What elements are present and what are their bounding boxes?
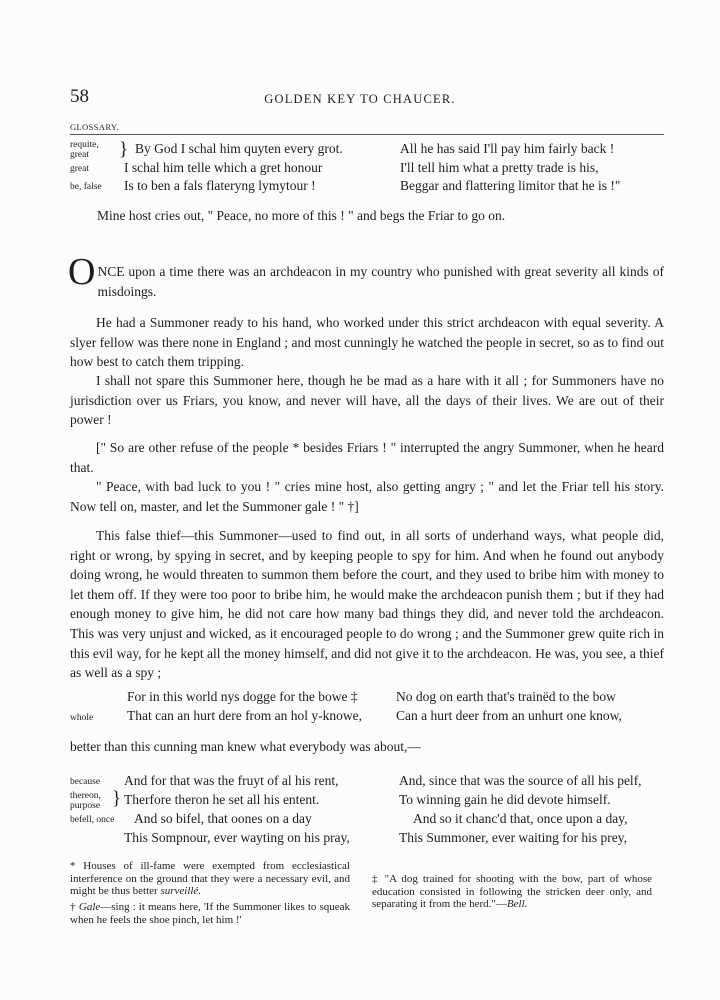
verse-original: And for that was the fruyt of al his rent, bbox=[124, 773, 339, 788]
footnote-text: * Houses of ill-fame were exempted from ecclesiastical interference on the ground that they were a necessary evil, and might be thus better bbox=[70, 860, 350, 897]
brace-mark: } bbox=[112, 788, 122, 809]
paragraph-host-rebuke: " Peace, with bad luck to you ! " cries mine host, also getting angry ; " and let the Friar tell his story. Now tell on, master, and let the Summoner gale ! " †] bbox=[70, 479, 664, 514]
footnote-star bbox=[70, 860, 350, 898]
gloss-note: befell, once bbox=[70, 815, 115, 825]
paragraph-summoner: He had a Summoner ready to his hand, who worked under this strict archdeacon with equal severity. A slyer fellow was there none in England ; and most cunningly he watched the people in secret, so as to find out how best to catch them tripping. bbox=[70, 315, 664, 370]
drop-cap: O bbox=[68, 251, 96, 293]
host-interjection: Mine host cries out, " Peace, no more of this ! " and begs the Friar to go on. bbox=[97, 208, 506, 223]
running-head: GOLDEN KEY TO CHAUCER. bbox=[264, 92, 456, 106]
paragraph-interruption: [" So are other refuse of the people * besides Friars ! " interrupted the angry Summoner, when he heard that. bbox=[70, 440, 664, 475]
footnote-term: Gale bbox=[78, 901, 101, 913]
page-number: 58 bbox=[70, 86, 89, 107]
gloss-note: whole bbox=[70, 713, 94, 723]
header-rule bbox=[70, 134, 664, 135]
gloss-note: because bbox=[70, 777, 101, 787]
gloss-note: great bbox=[70, 164, 89, 174]
verse-original: Is to ben a fals flateryng lymytour ! bbox=[124, 178, 316, 193]
verse-modern: And, since that was the source of all his pelf, bbox=[399, 773, 642, 788]
paragraph-text: upon a time there was an archdeacon in my country who punished with great severity all kinds of misdoings. bbox=[97, 264, 664, 299]
footnote-mark: † bbox=[70, 901, 76, 913]
verse-original: This Sompnour, ever wayting on his pray, bbox=[124, 830, 350, 845]
verse-modern: All he has said I'll pay him fairly back ! bbox=[400, 141, 615, 156]
paragraph-continuation: better than this cunning man knew what everybody was about,— bbox=[70, 739, 421, 754]
opening-paragraph bbox=[68, 251, 664, 301]
footnote-italic: surveillé. bbox=[160, 885, 202, 897]
verse-modern: No dog on earth that's trainëd to the bow bbox=[396, 689, 616, 704]
verse-modern: Can a hurt deer from an unhurt one know, bbox=[396, 708, 622, 723]
gloss-note: thereon, purpose bbox=[70, 791, 101, 811]
verse-original: I schal him telle which a gret honour bbox=[124, 160, 323, 175]
paragraph-no-jurisdiction: I shall not spare this Summoner here, though he be mad as a hare with it all ; for Summoners have no jurisdiction over us Friars, you know, and never will have, all the days of their lives. We are out of their power ! bbox=[70, 373, 664, 428]
small-caps-word: NCE bbox=[97, 264, 125, 279]
verse-modern: And so it chanc'd that, once upon a day, bbox=[413, 811, 628, 826]
footnote-text: —sing : it means here, 'If the Summoner likes to squeak when he feels the shoe pinch, let him !' bbox=[70, 901, 351, 926]
footnote-text: ‡ "A dog trained for shooting with the bow, part of whose education consisted in following the stricken deer only, and separating it from the herd."— bbox=[372, 873, 652, 910]
verse-original: That can an hurt dere from an hol y-knowe, bbox=[127, 708, 363, 723]
verse-modern: I'll tell him what a pretty trade is his, bbox=[400, 160, 599, 175]
gloss-note: be, false bbox=[70, 182, 102, 192]
glossary-label: GLOSSARY. bbox=[70, 122, 120, 132]
footnote-source: Bell. bbox=[506, 898, 528, 910]
verse-modern: Beggar and flattering limitor that he is !" bbox=[400, 178, 621, 193]
paragraph-false-thief: This false thief—this Summoner—used to find out, in all sorts of underhand ways, what people did, right or wrong, by spying in secret, and by keeping people to spy for him. And when he found out anybody doing wrong, he would threaten to summon them before the court, and they used to bribe him with money to let them off. If they were too poor to bribe him, he would make the archdeacon punish them ; but if they had enough money to give him, he did not care how many bad things they did, and never told the archdeacon. This was very unjust and wicked, as it encouraged people to do wrong ; and the Summoner grew quite rich in this evil way, for he kept all the money himself, and did not give it to the archdeacon. He was, you see, a thief as well as a spy ; bbox=[70, 528, 664, 681]
verse-modern: To winning gain he did devote himself. bbox=[399, 792, 611, 807]
verse-original: Therfore theron he set all his entent. bbox=[124, 792, 320, 807]
footnote-dagger bbox=[70, 901, 350, 926]
footnote-double-dagger bbox=[372, 873, 652, 911]
verse-original: By God I schal him quyten every grot. bbox=[135, 141, 343, 156]
verse-modern: This Summoner, ever waiting for his prey, bbox=[399, 830, 628, 845]
gloss-note: requite, great bbox=[70, 140, 99, 160]
verse-original: And so bifel, that oones on a day bbox=[134, 811, 312, 826]
brace-mark: } bbox=[119, 139, 129, 160]
verse-original: For in this world nys dogge for the bowe ‡ bbox=[127, 689, 358, 704]
